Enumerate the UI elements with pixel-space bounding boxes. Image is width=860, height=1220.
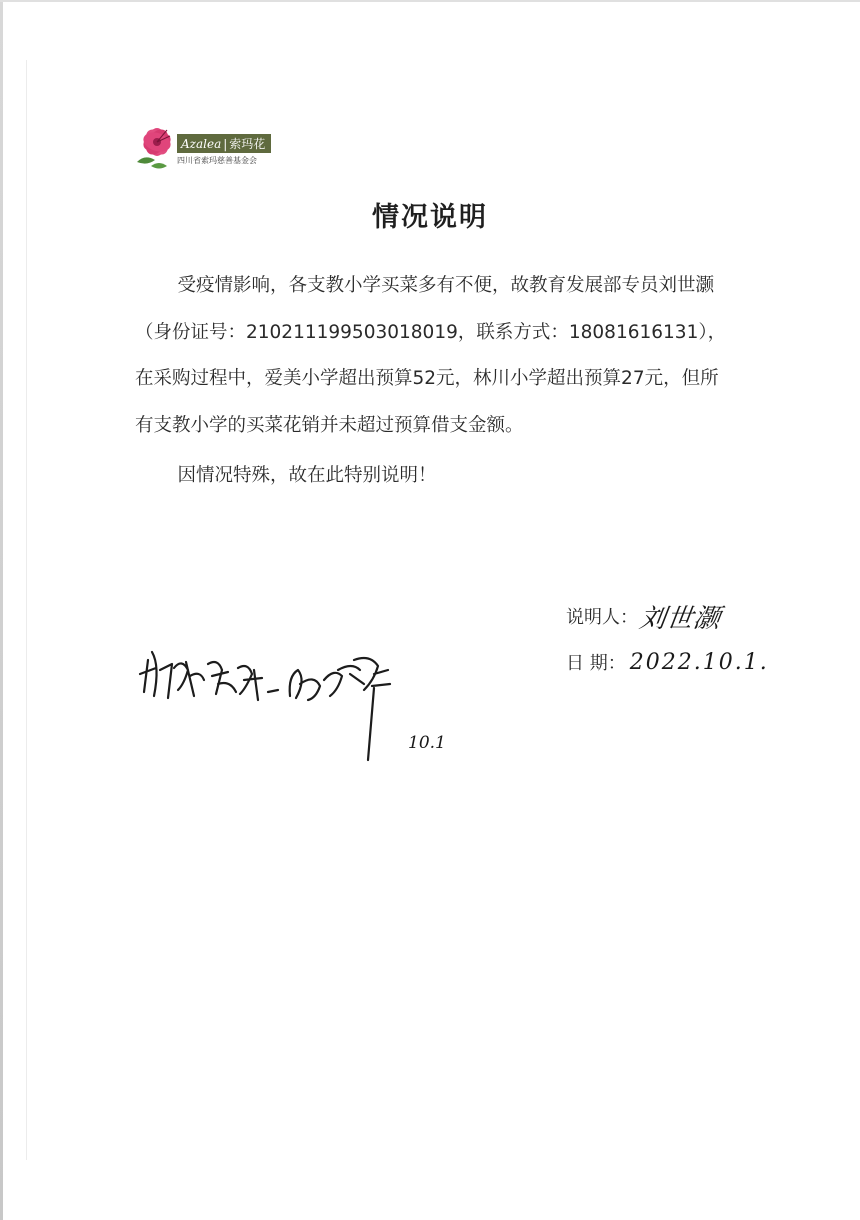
logo-separator: |	[223, 136, 228, 151]
explainer-handwritten-name: 刘世灏	[637, 603, 723, 634]
approval-handwritten-signature	[138, 640, 408, 780]
document-title: 情况说明	[372, 202, 488, 233]
date-row	[566, 639, 806, 685]
explainer-label: 说明人：	[566, 607, 638, 628]
logo-brand-cn: 索玛花	[229, 137, 266, 151]
approval-handwritten-date: 10.1	[408, 733, 446, 753]
scan-edge-top	[0, 0, 860, 2]
document-body	[135, 263, 727, 500]
date-label: 日 期：	[566, 653, 626, 674]
foundation-logo	[133, 116, 293, 176]
logo-org-name: 四川省索玛慈善基金会	[177, 156, 257, 165]
body-paragraph-1: 受疫情影响，各支教小学买菜多有不便，故教育发展部专员刘世灏（身份证号：210211199503018019，联系方式：18081616131），在采购过程中，爱美小学超出预算52元，林川小学超出预算27元，但所有支教小学的买菜花销并未超过预算借支金额。	[135, 275, 727, 436]
signature-block	[566, 593, 806, 685]
logo-banner	[177, 134, 271, 153]
body-paragraph-2: 因情况特殊，故在此特别说明！	[177, 465, 437, 486]
handwritten-date: 2022.10.1.	[629, 649, 769, 675]
scan-edge	[0, 0, 3, 1220]
logo-brand-en: Azalea	[181, 136, 222, 151]
explainer-row	[566, 593, 806, 639]
